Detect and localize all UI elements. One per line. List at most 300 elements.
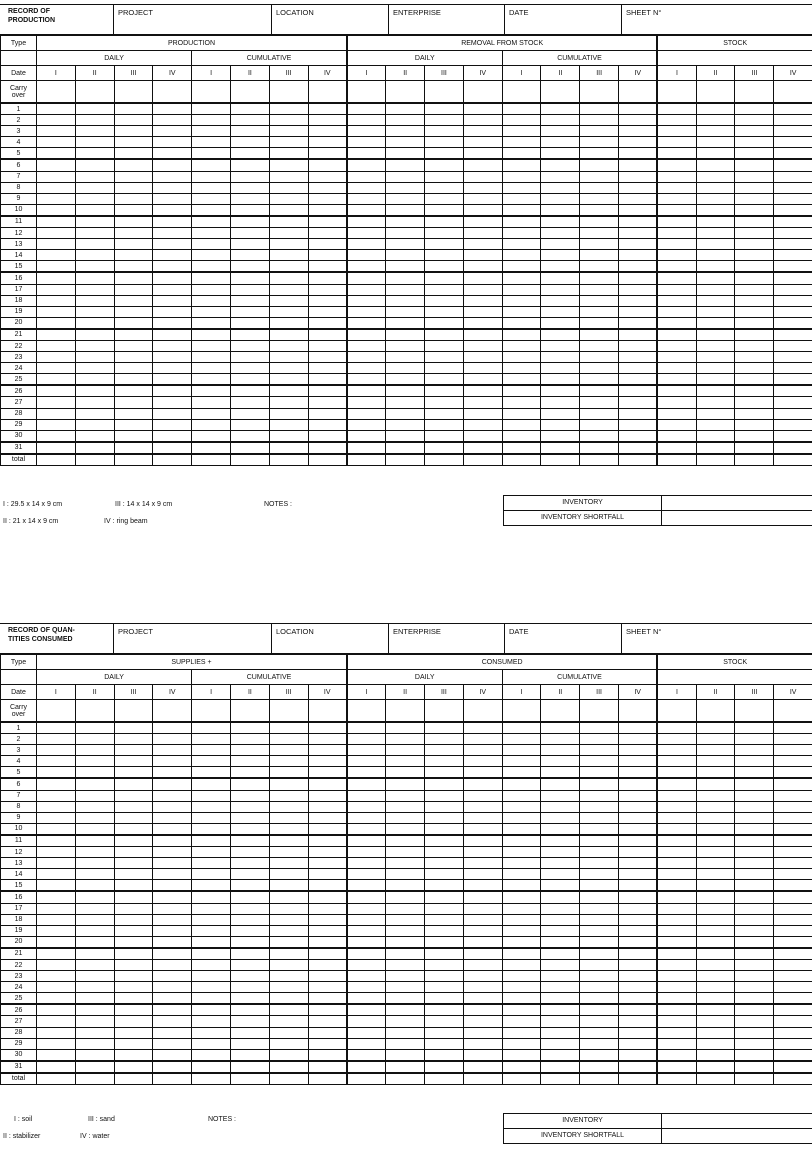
entry-cell[interactable] xyxy=(75,261,114,273)
entry-cell[interactable] xyxy=(657,959,696,970)
entry-cell[interactable] xyxy=(37,790,76,801)
entry-cell[interactable] xyxy=(619,193,658,204)
entry-cell[interactable] xyxy=(463,959,502,970)
entry-cell[interactable] xyxy=(425,261,464,273)
entry-cell[interactable] xyxy=(114,171,153,182)
entry-cell[interactable] xyxy=(657,971,696,982)
entry-cell[interactable] xyxy=(192,306,231,317)
entry-cell[interactable] xyxy=(541,745,580,756)
entry-cell[interactable] xyxy=(502,1004,541,1016)
carry-over-cell[interactable] xyxy=(75,700,114,723)
total-cell[interactable] xyxy=(192,1073,231,1085)
entry-cell[interactable] xyxy=(37,880,76,892)
carry-over-cell[interactable] xyxy=(153,81,192,104)
entry-cell[interactable] xyxy=(347,847,386,858)
entry-cell[interactable] xyxy=(114,982,153,993)
entry-cell[interactable] xyxy=(774,858,812,869)
entry-cell[interactable] xyxy=(735,204,774,216)
entry-cell[interactable] xyxy=(114,363,153,374)
entry-cell[interactable] xyxy=(37,903,76,914)
entry-cell[interactable] xyxy=(657,1016,696,1027)
entry-cell[interactable] xyxy=(347,801,386,812)
entry-cell[interactable] xyxy=(75,936,114,948)
entry-cell[interactable] xyxy=(75,329,114,341)
entry-cell[interactable] xyxy=(618,971,657,982)
entry-cell[interactable] xyxy=(386,193,425,204)
entry-cell[interactable] xyxy=(269,914,308,925)
entry-cell[interactable] xyxy=(37,734,76,745)
entry-cell[interactable] xyxy=(541,959,580,970)
entry-cell[interactable] xyxy=(75,835,114,847)
entry-cell[interactable] xyxy=(502,778,541,790)
entry-cell[interactable] xyxy=(347,936,386,948)
entry-cell[interactable] xyxy=(580,790,619,801)
entry-cell[interactable] xyxy=(75,352,114,363)
entry-cell[interactable] xyxy=(386,1027,425,1038)
entry-cell[interactable] xyxy=(657,352,696,363)
entry-cell[interactable] xyxy=(696,295,735,306)
entry-cell[interactable] xyxy=(502,295,541,306)
total-cell[interactable] xyxy=(541,454,580,466)
entry-cell[interactable] xyxy=(386,295,425,306)
entry-cell[interactable] xyxy=(308,993,347,1005)
entry-cell[interactable] xyxy=(425,959,464,970)
entry-cell[interactable] xyxy=(75,228,114,239)
entry-cell[interactable] xyxy=(114,442,153,454)
entry-cell[interactable] xyxy=(37,891,76,903)
entry-cell[interactable] xyxy=(192,1061,231,1073)
entry-cell[interactable] xyxy=(463,847,502,858)
entry-cell[interactable] xyxy=(347,858,386,869)
entry-cell[interactable] xyxy=(618,959,657,970)
total-cell[interactable] xyxy=(114,454,153,466)
entry-cell[interactable] xyxy=(735,722,774,734)
entry-cell[interactable] xyxy=(735,193,774,204)
entry-cell[interactable] xyxy=(153,115,192,126)
entry-cell[interactable] xyxy=(75,778,114,790)
entry-cell[interactable] xyxy=(37,363,76,374)
entry-cell[interactable] xyxy=(153,239,192,250)
entry-cell[interactable] xyxy=(308,340,347,351)
entry-cell[interactable] xyxy=(618,1049,657,1061)
entry-cell[interactable] xyxy=(347,193,386,204)
entry-cell[interactable] xyxy=(619,171,658,182)
entry-cell[interactable] xyxy=(463,159,502,171)
entry-cell[interactable] xyxy=(425,250,464,261)
entry-cell[interactable] xyxy=(153,812,192,823)
location-field[interactable] xyxy=(271,624,388,653)
entry-cell[interactable] xyxy=(37,778,76,790)
entry-cell[interactable] xyxy=(425,137,464,148)
entry-cell[interactable] xyxy=(541,397,580,408)
entry-cell[interactable] xyxy=(192,925,231,936)
entry-cell[interactable] xyxy=(114,1016,153,1027)
entry-cell[interactable] xyxy=(308,847,347,858)
entry-cell[interactable] xyxy=(347,1049,386,1061)
entry-cell[interactable] xyxy=(580,261,619,273)
entry-cell[interactable] xyxy=(308,306,347,317)
entry-cell[interactable] xyxy=(269,272,308,284)
entry-cell[interactable] xyxy=(735,982,774,993)
entry-cell[interactable] xyxy=(580,193,619,204)
entry-cell[interactable] xyxy=(75,1038,114,1049)
entry-cell[interactable] xyxy=(657,1004,696,1016)
entry-cell[interactable] xyxy=(230,1061,269,1073)
entry-cell[interactable] xyxy=(386,374,425,386)
entry-cell[interactable] xyxy=(230,869,269,880)
entry-cell[interactable] xyxy=(153,171,192,182)
entry-cell[interactable] xyxy=(269,835,308,847)
entry-cell[interactable] xyxy=(580,1027,619,1038)
entry-cell[interactable] xyxy=(75,767,114,779)
entry-cell[interactable] xyxy=(463,790,502,801)
entry-cell[interactable] xyxy=(114,1049,153,1061)
entry-cell[interactable] xyxy=(230,137,269,148)
entry-cell[interactable] xyxy=(75,126,114,137)
entry-cell[interactable] xyxy=(192,419,231,430)
entry-cell[interactable] xyxy=(153,137,192,148)
entry-cell[interactable] xyxy=(114,869,153,880)
entry-cell[interactable] xyxy=(386,778,425,790)
entry-cell[interactable] xyxy=(75,869,114,880)
entry-cell[interactable] xyxy=(153,880,192,892)
entry-cell[interactable] xyxy=(696,869,735,880)
entry-cell[interactable] xyxy=(308,182,347,193)
entry-cell[interactable] xyxy=(425,1004,464,1016)
entry-cell[interactable] xyxy=(347,295,386,306)
entry-cell[interactable] xyxy=(735,925,774,936)
entry-cell[interactable] xyxy=(696,936,735,948)
entry-cell[interactable] xyxy=(37,1027,76,1038)
entry-cell[interactable] xyxy=(463,734,502,745)
entry-cell[interactable] xyxy=(269,115,308,126)
entry-cell[interactable] xyxy=(425,778,464,790)
entry-cell[interactable] xyxy=(425,1049,464,1061)
entry-cell[interactable] xyxy=(618,903,657,914)
entry-cell[interactable] xyxy=(735,126,774,137)
entry-cell[interactable] xyxy=(502,317,541,329)
entry-cell[interactable] xyxy=(696,1061,735,1073)
entry-cell[interactable] xyxy=(657,385,696,397)
entry-cell[interactable] xyxy=(657,948,696,960)
entry-cell[interactable] xyxy=(774,722,812,734)
entry-cell[interactable] xyxy=(774,115,812,126)
entry-cell[interactable] xyxy=(696,801,735,812)
enterprise-field[interactable] xyxy=(388,5,504,34)
entry-cell[interactable] xyxy=(386,239,425,250)
entry-cell[interactable] xyxy=(153,858,192,869)
entry-cell[interactable] xyxy=(114,812,153,823)
entry-cell[interactable] xyxy=(425,430,464,442)
entry-cell[interactable] xyxy=(308,374,347,386)
entry-cell[interactable] xyxy=(230,261,269,273)
carry-over-cell[interactable] xyxy=(153,700,192,723)
entry-cell[interactable] xyxy=(425,767,464,779)
entry-cell[interactable] xyxy=(347,971,386,982)
entry-cell[interactable] xyxy=(774,317,812,329)
entry-cell[interactable] xyxy=(230,914,269,925)
entry-cell[interactable] xyxy=(463,148,502,160)
entry-cell[interactable] xyxy=(463,137,502,148)
entry-cell[interactable] xyxy=(502,936,541,948)
entry-cell[interactable] xyxy=(37,171,76,182)
entry-cell[interactable] xyxy=(774,239,812,250)
entry-cell[interactable] xyxy=(347,722,386,734)
entry-cell[interactable] xyxy=(230,115,269,126)
entry-cell[interactable] xyxy=(269,925,308,936)
entry-cell[interactable] xyxy=(114,1004,153,1016)
entry-cell[interactable] xyxy=(774,971,812,982)
entry-cell[interactable] xyxy=(774,171,812,182)
entry-cell[interactable] xyxy=(580,1004,619,1016)
date-field[interactable] xyxy=(504,5,621,34)
entry-cell[interactable] xyxy=(657,767,696,779)
entry-cell[interactable] xyxy=(153,419,192,430)
entry-cell[interactable] xyxy=(153,925,192,936)
entry-cell[interactable] xyxy=(696,137,735,148)
total-cell[interactable] xyxy=(580,1073,619,1085)
entry-cell[interactable] xyxy=(774,914,812,925)
entry-cell[interactable] xyxy=(308,812,347,823)
entry-cell[interactable] xyxy=(502,993,541,1005)
entry-cell[interactable] xyxy=(696,171,735,182)
entry-cell[interactable] xyxy=(347,171,386,182)
entry-cell[interactable] xyxy=(618,1061,657,1073)
entry-cell[interactable] xyxy=(153,756,192,767)
entry-cell[interactable] xyxy=(425,329,464,341)
entry-cell[interactable] xyxy=(114,159,153,171)
entry-cell[interactable] xyxy=(580,272,619,284)
entry-cell[interactable] xyxy=(618,756,657,767)
entry-cell[interactable] xyxy=(463,352,502,363)
entry-cell[interactable] xyxy=(114,352,153,363)
entry-cell[interactable] xyxy=(308,971,347,982)
carry-over-cell[interactable] xyxy=(75,81,114,104)
entry-cell[interactable] xyxy=(37,250,76,261)
entry-cell[interactable] xyxy=(192,374,231,386)
entry-cell[interactable] xyxy=(37,767,76,779)
entry-cell[interactable] xyxy=(541,925,580,936)
entry-cell[interactable] xyxy=(735,216,774,228)
entry-cell[interactable] xyxy=(618,847,657,858)
entry-cell[interactable] xyxy=(502,182,541,193)
entry-cell[interactable] xyxy=(774,430,812,442)
entry-cell[interactable] xyxy=(269,193,308,204)
entry-cell[interactable] xyxy=(425,272,464,284)
entry-cell[interactable] xyxy=(580,925,619,936)
entry-cell[interactable] xyxy=(580,115,619,126)
entry-cell[interactable] xyxy=(153,801,192,812)
carry-over-cell[interactable] xyxy=(386,81,425,104)
entry-cell[interactable] xyxy=(230,925,269,936)
entry-cell[interactable] xyxy=(37,295,76,306)
entry-cell[interactable] xyxy=(192,1038,231,1049)
entry-cell[interactable] xyxy=(114,250,153,261)
entry-cell[interactable] xyxy=(774,880,812,892)
entry-cell[interactable] xyxy=(75,745,114,756)
entry-cell[interactable] xyxy=(75,239,114,250)
entry-cell[interactable] xyxy=(580,126,619,137)
entry-cell[interactable] xyxy=(269,847,308,858)
entry-cell[interactable] xyxy=(386,812,425,823)
carry-over-cell[interactable] xyxy=(230,700,269,723)
entry-cell[interactable] xyxy=(347,408,386,419)
entry-cell[interactable] xyxy=(425,993,464,1005)
entry-cell[interactable] xyxy=(735,148,774,160)
entry-cell[interactable] xyxy=(425,858,464,869)
location-field[interactable] xyxy=(271,5,388,34)
entry-cell[interactable] xyxy=(541,914,580,925)
carry-over-cell[interactable] xyxy=(580,700,619,723)
entry-cell[interactable] xyxy=(308,250,347,261)
entry-cell[interactable] xyxy=(386,1004,425,1016)
entry-cell[interactable] xyxy=(618,948,657,960)
entry-cell[interactable] xyxy=(774,1049,812,1061)
entry-cell[interactable] xyxy=(114,756,153,767)
entry-cell[interactable] xyxy=(502,204,541,216)
entry-cell[interactable] xyxy=(75,159,114,171)
entry-cell[interactable] xyxy=(774,778,812,790)
entry-cell[interactable] xyxy=(696,103,735,115)
entry-cell[interactable] xyxy=(386,340,425,351)
entry-cell[interactable] xyxy=(774,993,812,1005)
entry-cell[interactable] xyxy=(580,340,619,351)
entry-cell[interactable] xyxy=(696,419,735,430)
entry-cell[interactable] xyxy=(153,722,192,734)
entry-cell[interactable] xyxy=(192,959,231,970)
entry-cell[interactable] xyxy=(425,126,464,137)
entry-cell[interactable] xyxy=(308,284,347,295)
entry-cell[interactable] xyxy=(75,148,114,160)
carry-over-cell[interactable] xyxy=(37,700,76,723)
entry-cell[interactable] xyxy=(347,823,386,835)
entry-cell[interactable] xyxy=(657,1061,696,1073)
entry-cell[interactable] xyxy=(502,745,541,756)
entry-cell[interactable] xyxy=(75,790,114,801)
entry-cell[interactable] xyxy=(75,182,114,193)
entry-cell[interactable] xyxy=(774,374,812,386)
entry-cell[interactable] xyxy=(502,982,541,993)
entry-cell[interactable] xyxy=(386,250,425,261)
carry-over-cell[interactable] xyxy=(37,81,76,104)
entry-cell[interactable] xyxy=(463,925,502,936)
entry-cell[interactable] xyxy=(502,734,541,745)
entry-cell[interactable] xyxy=(153,734,192,745)
entry-cell[interactable] xyxy=(735,363,774,374)
entry-cell[interactable] xyxy=(541,1061,580,1073)
entry-cell[interactable] xyxy=(347,756,386,767)
entry-cell[interactable] xyxy=(463,261,502,273)
entry-cell[interactable] xyxy=(230,148,269,160)
entry-cell[interactable] xyxy=(308,103,347,115)
total-cell[interactable] xyxy=(425,454,464,466)
entry-cell[interactable] xyxy=(425,216,464,228)
entry-cell[interactable] xyxy=(619,397,658,408)
entry-cell[interactable] xyxy=(75,880,114,892)
entry-cell[interactable] xyxy=(192,869,231,880)
entry-cell[interactable] xyxy=(308,272,347,284)
entry-cell[interactable] xyxy=(192,858,231,869)
entry-cell[interactable] xyxy=(37,914,76,925)
entry-cell[interactable] xyxy=(230,745,269,756)
entry-cell[interactable] xyxy=(502,272,541,284)
entry-cell[interactable] xyxy=(657,137,696,148)
entry-cell[interactable] xyxy=(347,869,386,880)
entry-cell[interactable] xyxy=(75,1049,114,1061)
entry-cell[interactable] xyxy=(657,835,696,847)
entry-cell[interactable] xyxy=(308,1027,347,1038)
carry-over-cell[interactable] xyxy=(192,81,231,104)
entry-cell[interactable] xyxy=(696,239,735,250)
entry-cell[interactable] xyxy=(75,306,114,317)
entry-cell[interactable] xyxy=(192,1016,231,1027)
entry-cell[interactable] xyxy=(463,430,502,442)
inventory-shortfall-value-field[interactable] xyxy=(661,1129,812,1143)
entry-cell[interactable] xyxy=(657,295,696,306)
entry-cell[interactable] xyxy=(696,1038,735,1049)
entry-cell[interactable] xyxy=(269,204,308,216)
entry-cell[interactable] xyxy=(580,745,619,756)
entry-cell[interactable] xyxy=(37,306,76,317)
entry-cell[interactable] xyxy=(153,903,192,914)
entry-cell[interactable] xyxy=(425,1016,464,1027)
carry-over-cell[interactable] xyxy=(425,81,464,104)
entry-cell[interactable] xyxy=(619,363,658,374)
entry-cell[interactable] xyxy=(114,959,153,970)
entry-cell[interactable] xyxy=(269,329,308,341)
entry-cell[interactable] xyxy=(425,734,464,745)
entry-cell[interactable] xyxy=(114,835,153,847)
entry-cell[interactable] xyxy=(308,1061,347,1073)
entry-cell[interactable] xyxy=(425,374,464,386)
entry-cell[interactable] xyxy=(269,126,308,137)
entry-cell[interactable] xyxy=(657,193,696,204)
entry-cell[interactable] xyxy=(463,193,502,204)
entry-cell[interactable] xyxy=(75,295,114,306)
entry-cell[interactable] xyxy=(425,103,464,115)
entry-cell[interactable] xyxy=(463,1061,502,1073)
entry-cell[interactable] xyxy=(75,1027,114,1038)
entry-cell[interactable] xyxy=(153,317,192,329)
entry-cell[interactable] xyxy=(308,317,347,329)
entry-cell[interactable] xyxy=(774,306,812,317)
entry-cell[interactable] xyxy=(619,408,658,419)
entry-cell[interactable] xyxy=(657,778,696,790)
entry-cell[interactable] xyxy=(37,982,76,993)
entry-cell[interactable] xyxy=(230,408,269,419)
entry-cell[interactable] xyxy=(735,1038,774,1049)
entry-cell[interactable] xyxy=(192,317,231,329)
entry-cell[interactable] xyxy=(347,306,386,317)
entry-cell[interactable] xyxy=(541,835,580,847)
entry-cell[interactable] xyxy=(269,880,308,892)
entry-cell[interactable] xyxy=(192,936,231,948)
total-cell[interactable] xyxy=(619,454,658,466)
entry-cell[interactable] xyxy=(541,1016,580,1027)
entry-cell[interactable] xyxy=(541,193,580,204)
entry-cell[interactable] xyxy=(619,204,658,216)
entry-cell[interactable] xyxy=(541,408,580,419)
entry-cell[interactable] xyxy=(192,397,231,408)
entry-cell[interactable] xyxy=(541,272,580,284)
entry-cell[interactable] xyxy=(153,159,192,171)
entry-cell[interactable] xyxy=(386,182,425,193)
carry-over-cell[interactable] xyxy=(657,81,696,104)
sheet-number-field[interactable] xyxy=(621,624,812,653)
entry-cell[interactable] xyxy=(230,971,269,982)
entry-cell[interactable] xyxy=(774,228,812,239)
entry-cell[interactable] xyxy=(463,971,502,982)
